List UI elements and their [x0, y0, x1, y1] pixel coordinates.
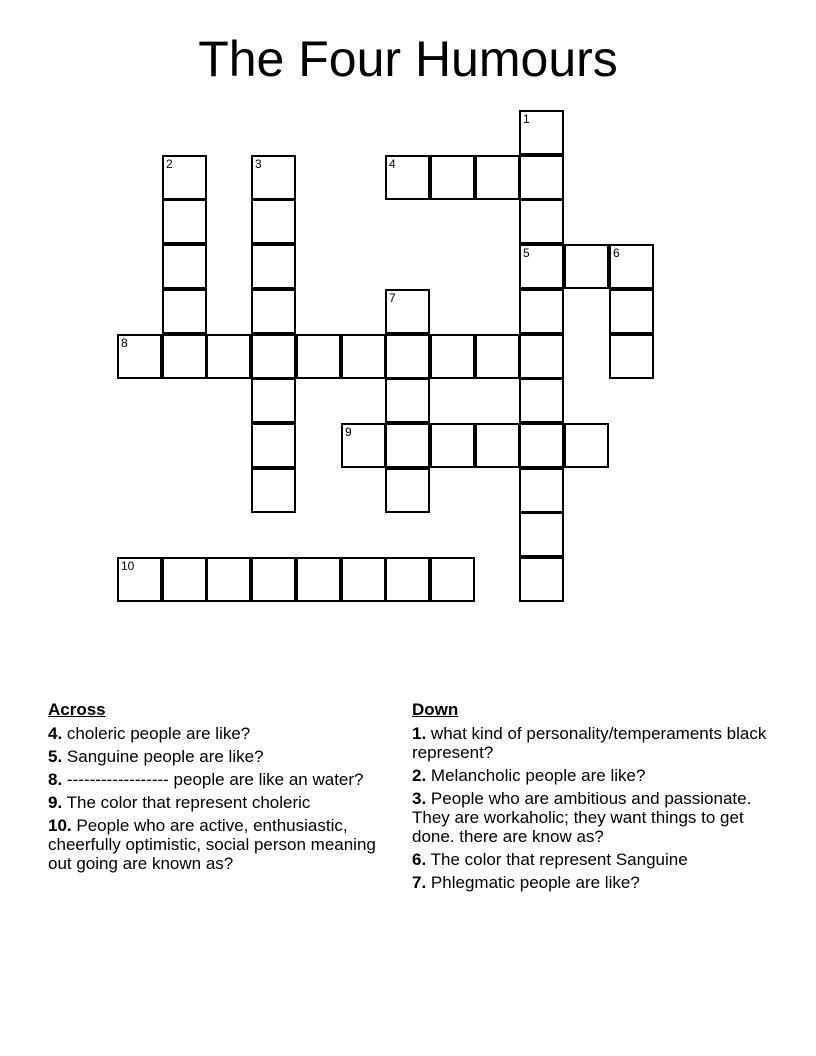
clue-text: The color that represent choleric: [66, 793, 311, 812]
grid-cell[interactable]: [519, 199, 564, 244]
grid-cell[interactable]: [162, 199, 207, 244]
clue-number: 7.: [412, 873, 427, 892]
clue-across-8: [48, 770, 388, 789]
grid-cell[interactable]: [475, 334, 520, 379]
grid-cell[interactable]: [519, 334, 564, 379]
clue-number: 2.: [412, 766, 427, 785]
grid-cell[interactable]: [519, 289, 564, 334]
grid-cell[interactable]: [206, 557, 251, 602]
grid-cell[interactable]: [519, 423, 564, 468]
cell-number: 4: [389, 157, 396, 171]
clue-text: The color that represent Sanguine: [430, 850, 688, 869]
grid-cell[interactable]: [251, 289, 296, 334]
grid-cell[interactable]: [341, 557, 386, 602]
grid-cell[interactable]: [609, 244, 654, 289]
grid-cell[interactable]: [564, 244, 609, 289]
cell-number: 1: [523, 112, 530, 126]
grid-cell[interactable]: [430, 557, 475, 602]
grid-cell[interactable]: [162, 155, 207, 200]
clue-across-10: [48, 816, 388, 873]
clue-text: ------------------ people are like an water?: [66, 770, 364, 789]
grid-cell[interactable]: [430, 155, 475, 200]
grid-cell[interactable]: [519, 557, 564, 602]
clue-down-6: [412, 850, 772, 869]
grid-cell[interactable]: [206, 334, 251, 379]
clue-number: 1.: [412, 724, 427, 743]
grid-cell[interactable]: [430, 334, 475, 379]
grid-cell[interactable]: [341, 334, 386, 379]
grid-cell[interactable]: [385, 423, 430, 468]
grid-cell[interactable]: [519, 244, 564, 289]
grid-cell[interactable]: [385, 378, 430, 423]
clue-down-7: [412, 873, 772, 892]
clue-text: Melancholic people are like?: [430, 766, 646, 785]
grid-cell[interactable]: [385, 468, 430, 513]
page-title: The Four Humours: [198, 31, 618, 87]
grid-cell[interactable]: [251, 199, 296, 244]
grid-cell[interactable]: [162, 334, 207, 379]
clue-down-2: [412, 766, 772, 785]
cell-number: 2: [166, 157, 173, 171]
grid-cell[interactable]: [251, 378, 296, 423]
grid-cell[interactable]: [609, 334, 654, 379]
grid-cell[interactable]: [519, 378, 564, 423]
grid-cell[interactable]: [430, 423, 475, 468]
clue-number: 8.: [48, 770, 63, 789]
clue-text: People who are active, enthusiastic, cheerfully optimistic, social person meaning out going are known as?: [48, 816, 376, 873]
grid-cell[interactable]: [341, 423, 386, 468]
clue-number: 3.: [412, 789, 427, 808]
clue-text: Sanguine people are like?: [66, 747, 264, 766]
grid-cell[interactable]: [519, 110, 564, 155]
clue-text: what kind of personality/temperaments black represent?: [412, 724, 767, 762]
cell-number: 5: [523, 246, 530, 260]
clue-number: 10.: [48, 816, 72, 835]
grid-cell[interactable]: [251, 244, 296, 289]
clue-down-1: [412, 724, 772, 762]
grid-cell[interactable]: [251, 557, 296, 602]
cell-number: 3: [255, 157, 262, 171]
grid-cell[interactable]: [519, 512, 564, 557]
down-clues: [412, 700, 772, 896]
grid-cell[interactable]: [475, 155, 520, 200]
cell-number: 7: [389, 291, 396, 305]
grid-cell[interactable]: [251, 468, 296, 513]
grid-cell[interactable]: [251, 423, 296, 468]
grid-cell[interactable]: [296, 557, 341, 602]
grid-cell[interactable]: [475, 423, 520, 468]
clue-down-3: [412, 789, 772, 846]
grid-cell[interactable]: [385, 289, 430, 334]
grid-cell[interactable]: [117, 334, 162, 379]
clue-number: 4.: [48, 724, 63, 743]
grid-cell[interactable]: [162, 244, 207, 289]
clue-number: 5.: [48, 747, 63, 766]
across-heading: Across: [48, 700, 106, 719]
down-heading: Down: [412, 700, 459, 719]
grid-cell[interactable]: [519, 155, 564, 200]
clue-text: People who are ambitious and passionate. They are workaholic; they want things to get done. there are know as?: [412, 789, 752, 846]
grid-cell[interactable]: [564, 423, 609, 468]
grid-cell[interactable]: [162, 289, 207, 334]
cell-number: 10: [121, 559, 135, 573]
clue-across-9: [48, 793, 388, 812]
clue-text: choleric people are like?: [66, 724, 251, 743]
cell-number: 9: [345, 425, 352, 439]
across-clues: [48, 700, 388, 877]
grid-cell[interactable]: [609, 289, 654, 334]
clue-across-5: [48, 747, 388, 766]
cell-number: 6: [613, 246, 620, 260]
grid-cell[interactable]: [251, 155, 296, 200]
grid-cell[interactable]: [117, 557, 162, 602]
grid-cell[interactable]: [385, 557, 430, 602]
cell-number: 8: [121, 336, 128, 350]
clue-across-4: [48, 724, 388, 743]
grid-cell[interactable]: [296, 334, 341, 379]
clue-text: Phlegmatic people are like?: [430, 873, 640, 892]
clue-number: 9.: [48, 793, 63, 812]
grid-cell[interactable]: [385, 334, 430, 379]
grid-cell[interactable]: [519, 468, 564, 513]
grid-cell[interactable]: [385, 155, 430, 200]
grid-cell[interactable]: [251, 334, 296, 379]
grid-cell[interactable]: [162, 557, 207, 602]
clue-number: 6.: [412, 850, 427, 869]
